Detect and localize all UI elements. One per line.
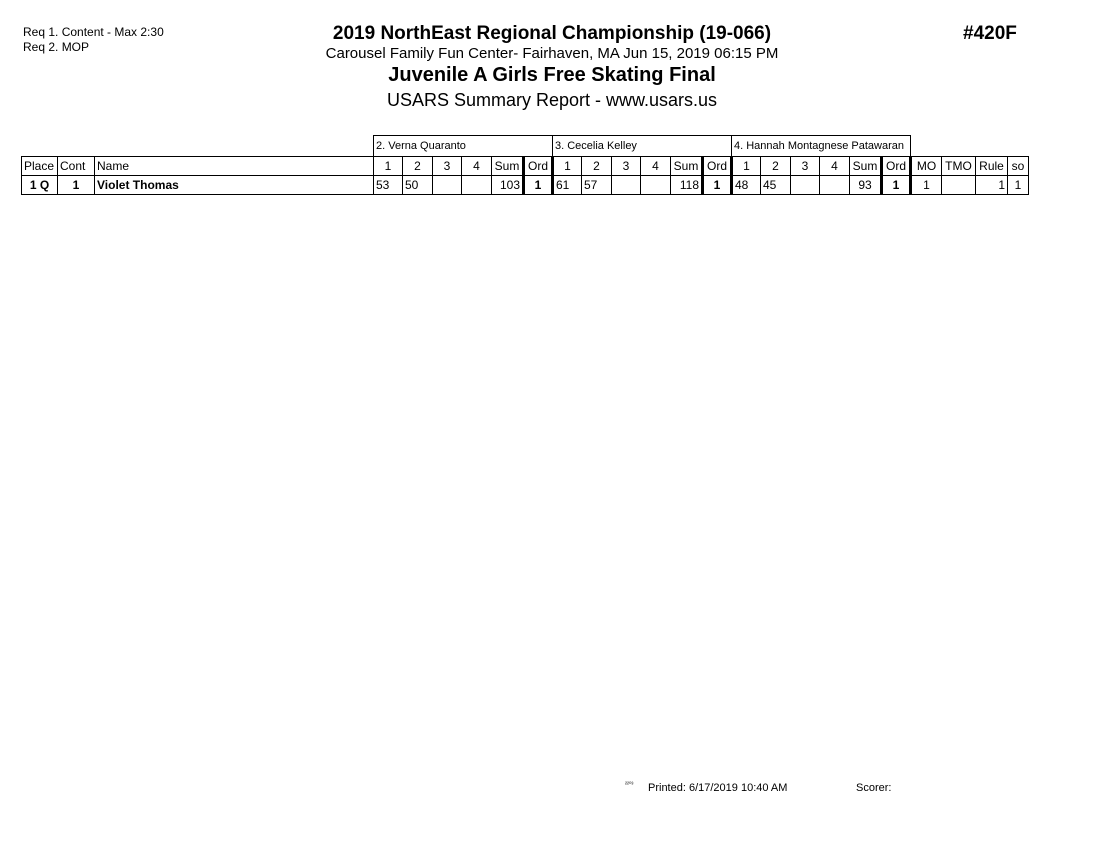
event-title: Juvenile A Girls Free Skating Final bbox=[388, 64, 716, 86]
printed-timestamp: Printed: 6/17/2019 10:40 AM bbox=[648, 782, 788, 794]
row-j4-sum: 93 bbox=[850, 176, 882, 195]
scorer-label: Scorer: bbox=[856, 782, 892, 794]
row-mo: 1 bbox=[911, 176, 942, 195]
row-j4-mark3 bbox=[791, 176, 820, 195]
row-j2-ord: 1 bbox=[524, 176, 553, 195]
header-row bbox=[22, 157, 1029, 176]
row-j3-sum: 118 bbox=[671, 176, 703, 195]
judges-row bbox=[22, 136, 1029, 157]
row-name: Violet Thomas bbox=[95, 176, 374, 195]
row-j3-mark1: 61 bbox=[553, 176, 582, 195]
row-tmo bbox=[942, 176, 976, 195]
row-j3-mark3 bbox=[612, 176, 641, 195]
row-so: 1 bbox=[1008, 176, 1029, 195]
row-j2-mark3 bbox=[433, 176, 462, 195]
header-cont: Cont bbox=[58, 157, 95, 176]
header-so: so bbox=[1008, 157, 1029, 176]
footer-code: ²²⁰³ bbox=[625, 782, 634, 788]
row-j2-mark4 bbox=[462, 176, 492, 195]
row-j4-ord: 1 bbox=[882, 176, 911, 195]
header-j2-sum: Sum bbox=[492, 157, 524, 176]
judge-3-name: 3. Cecelia Kelley bbox=[553, 136, 732, 157]
table-row bbox=[22, 176, 1029, 195]
row-j2-mark1: 53 bbox=[374, 176, 403, 195]
header-j4-ord: Ord bbox=[882, 157, 911, 176]
venue-date: Carousel Family Fun Center- Fairhaven, MA Jun 15, 2019 06:15 PM bbox=[325, 45, 779, 62]
header-j3-sum: Sum bbox=[671, 157, 703, 176]
header-j2-mark4: 4 bbox=[462, 157, 492, 176]
header-j4-sum: Sum bbox=[850, 157, 882, 176]
header-j2-mark1: 1 bbox=[374, 157, 403, 176]
event-number: #420F bbox=[963, 23, 1017, 44]
results-table bbox=[21, 135, 1029, 195]
header-j2-ord: Ord bbox=[524, 157, 553, 176]
row-j3-ord: 1 bbox=[703, 176, 732, 195]
header-j3-ord: Ord bbox=[703, 157, 732, 176]
header-j3-mark2: 2 bbox=[582, 157, 612, 176]
row-j2-mark2: 50 bbox=[403, 176, 433, 195]
row-j3-mark2: 57 bbox=[582, 176, 612, 195]
header-j4-mark1: 1 bbox=[732, 157, 761, 176]
row-cont: 1 bbox=[58, 176, 95, 195]
requirement-1: Req 1. Content - Max 2:30 bbox=[23, 25, 164, 39]
header-tmo: TMO bbox=[942, 157, 976, 176]
report-title: USARS Summary Report - www.usars.us bbox=[386, 90, 718, 110]
row-j4-mark1: 48 bbox=[732, 176, 761, 195]
header-name: Name bbox=[95, 157, 374, 176]
row-j2-sum: 103 bbox=[492, 176, 524, 195]
judge-2-name: 2. Verna Quaranto bbox=[374, 136, 553, 157]
row-j4-mark4 bbox=[820, 176, 850, 195]
header-j4-mark4: 4 bbox=[820, 157, 850, 176]
header-j2-mark3: 3 bbox=[433, 157, 462, 176]
requirement-2: Req 2. MOP bbox=[23, 40, 90, 54]
header-j4-mark3: 3 bbox=[791, 157, 820, 176]
row-j3-mark4 bbox=[641, 176, 671, 195]
header-j3-mark1: 1 bbox=[553, 157, 582, 176]
header-place: Place bbox=[22, 157, 58, 176]
row-rule: 1 bbox=[976, 176, 1008, 195]
header-j4-mark2: 2 bbox=[761, 157, 791, 176]
header-j2-mark2: 2 bbox=[403, 157, 433, 176]
judge-4-name: 4. Hannah Montagnese Patawaran bbox=[732, 136, 911, 157]
header-j3-mark3: 3 bbox=[612, 157, 641, 176]
header-rule: Rule bbox=[976, 157, 1008, 176]
row-place: 1 Q bbox=[22, 176, 58, 195]
row-j4-mark2: 45 bbox=[761, 176, 791, 195]
header-j3-mark4: 4 bbox=[641, 157, 671, 176]
competition-title: 2019 NorthEast Regional Championship (19-066) bbox=[332, 23, 772, 44]
header-mo: MO bbox=[911, 157, 942, 176]
